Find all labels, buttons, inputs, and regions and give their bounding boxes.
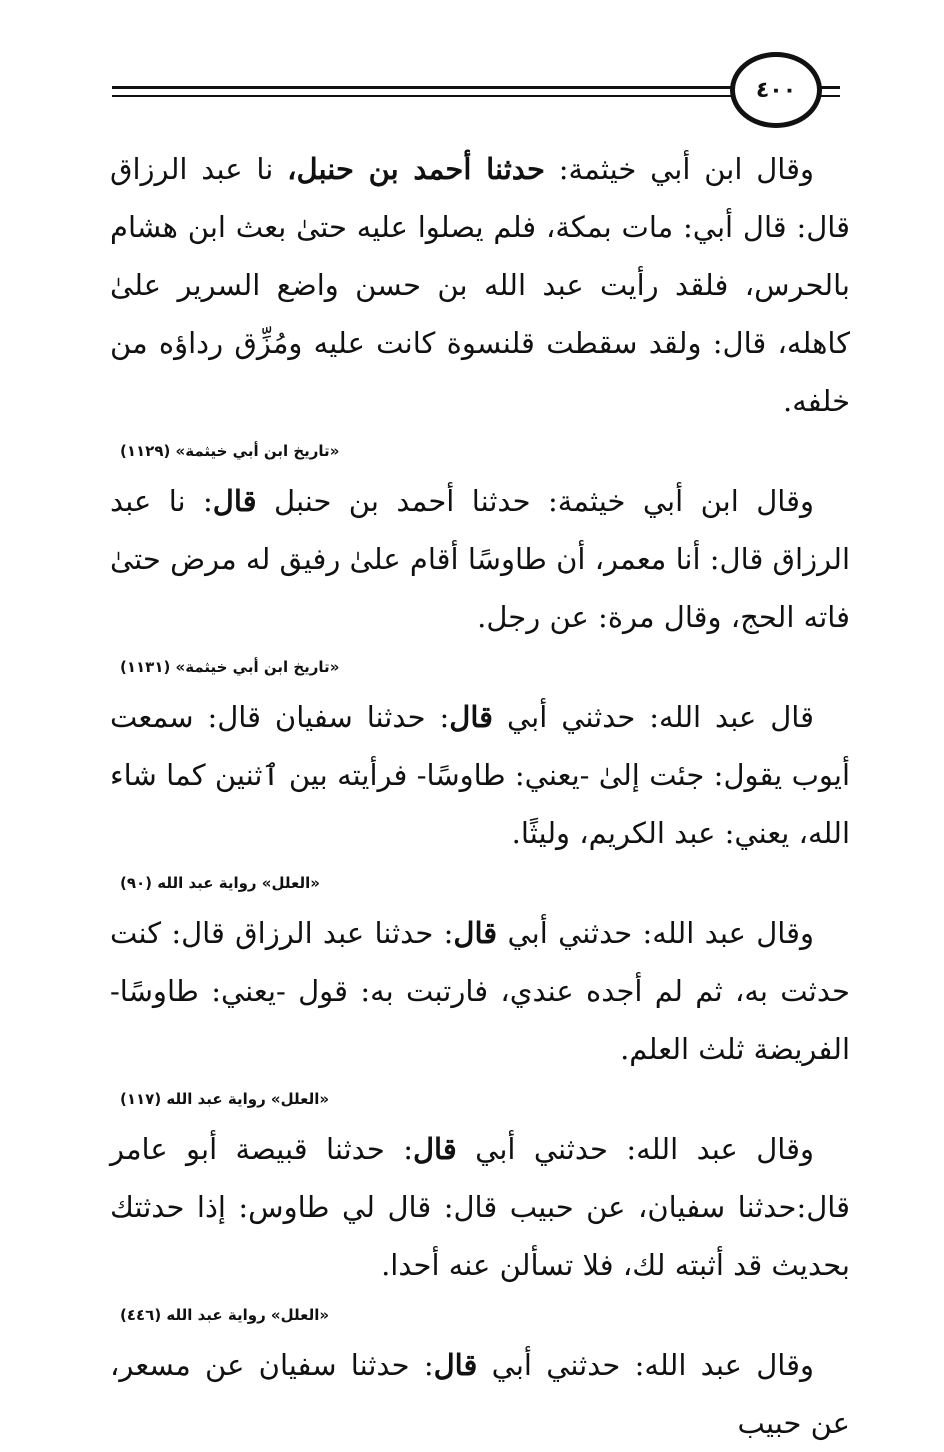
header-rule-right-top [820,86,840,89]
text-run: قال عبد الله: حدثني أبي [493,700,814,734]
text-run: : حدثنا قبيصة أبو عامر قال:حدثنا سفيان، عن حبيب قال: قال لي طاوس: إذا حدثتك بحديث قد أثبته لك، فلا تسألن عنه أحدا. [110,1132,850,1282]
text-run: وقال عبد الله: حدثني أبي [456,1132,815,1166]
bold-text: قال [412,1132,457,1166]
header-rule-left-top [112,86,732,89]
header-rule-right-bottom [820,95,840,97]
source-citation: «تاريخ ابن أبي خيثمة» (١١٣١) [120,658,340,676]
page-number: ٤٠٠ [730,52,822,128]
bold-text: قال [433,1348,478,1382]
text-run: وقال ابن أبي خيثمة: [544,152,815,186]
narration-paragraph [110,140,850,430]
source-citation: «العلل» رواية عبد الله (١١٧) [120,1090,330,1108]
narration-paragraph [110,1120,850,1294]
narration-paragraph [110,1336,850,1452]
text-run: وقال ابن أبي خيثمة: حدثنا أحمد بن حنبل [256,484,814,518]
narration-paragraph [110,688,850,862]
header-rule-left-bottom [112,95,732,97]
bold-text: قال [449,700,494,734]
bold-text: قال [212,484,257,518]
text-run: : حدثنا سفيان عن مسعر، عن حبيب [110,1348,850,1440]
text-run: : نا عبد الرزاق قال: أنا معمر، أن طاوسًا أقام علىٰ رفيق له مرض حتىٰ فاته الحج، وقال مرة: عن رجل. [110,484,850,634]
narration-paragraph [110,904,850,1078]
text-run: : حدثنا عبد الرزاق قال: كنت حدثت به، ثم لم أجده عندي، فارتبت به: قول -يعني: طاوسًا- الفريضة ثلث العلم. [110,916,850,1066]
narration-paragraph [110,472,850,646]
source-citation: «العلل» رواية عبد الله (٩٠) [120,874,320,892]
source-citation: «العلل» رواية عبد الله (٤٤٦) [120,1306,330,1324]
text-run: نا عبد الرزاق قال: قال أبي: مات بمكة، فلم يصلوا عليه حتىٰ بعث ابن هشام بالحرس، فلقد رأيت عبد الله بن حسن واضع السرير علىٰ كاهله، قال: ولقد سقطت قلنسوة كانت عليه ومُزِّق رداؤه من خلفه. [110,152,850,418]
bold-text: قال [453,916,498,950]
text-run: وقال عبد الله: حدثني أبي [477,1348,814,1382]
source-citation: «تاريخ ابن أبي خيثمة» (١١٢٩) [120,442,340,460]
bold-text: حدثنا أحمد بن حنبل، [287,152,545,186]
page-body [110,128,850,1452]
page-header [0,0,944,140]
text-run: : حدثنا سفيان قال: سمعت أيوب يقول: جئت إلىٰ -يعني: طاوسًا- فرأيته بين ٱثنين كما شاء الله، يعني: عبد الكريم، وليثًا. [110,700,850,850]
text-run: وقال عبد الله: حدثني أبي [497,916,814,950]
